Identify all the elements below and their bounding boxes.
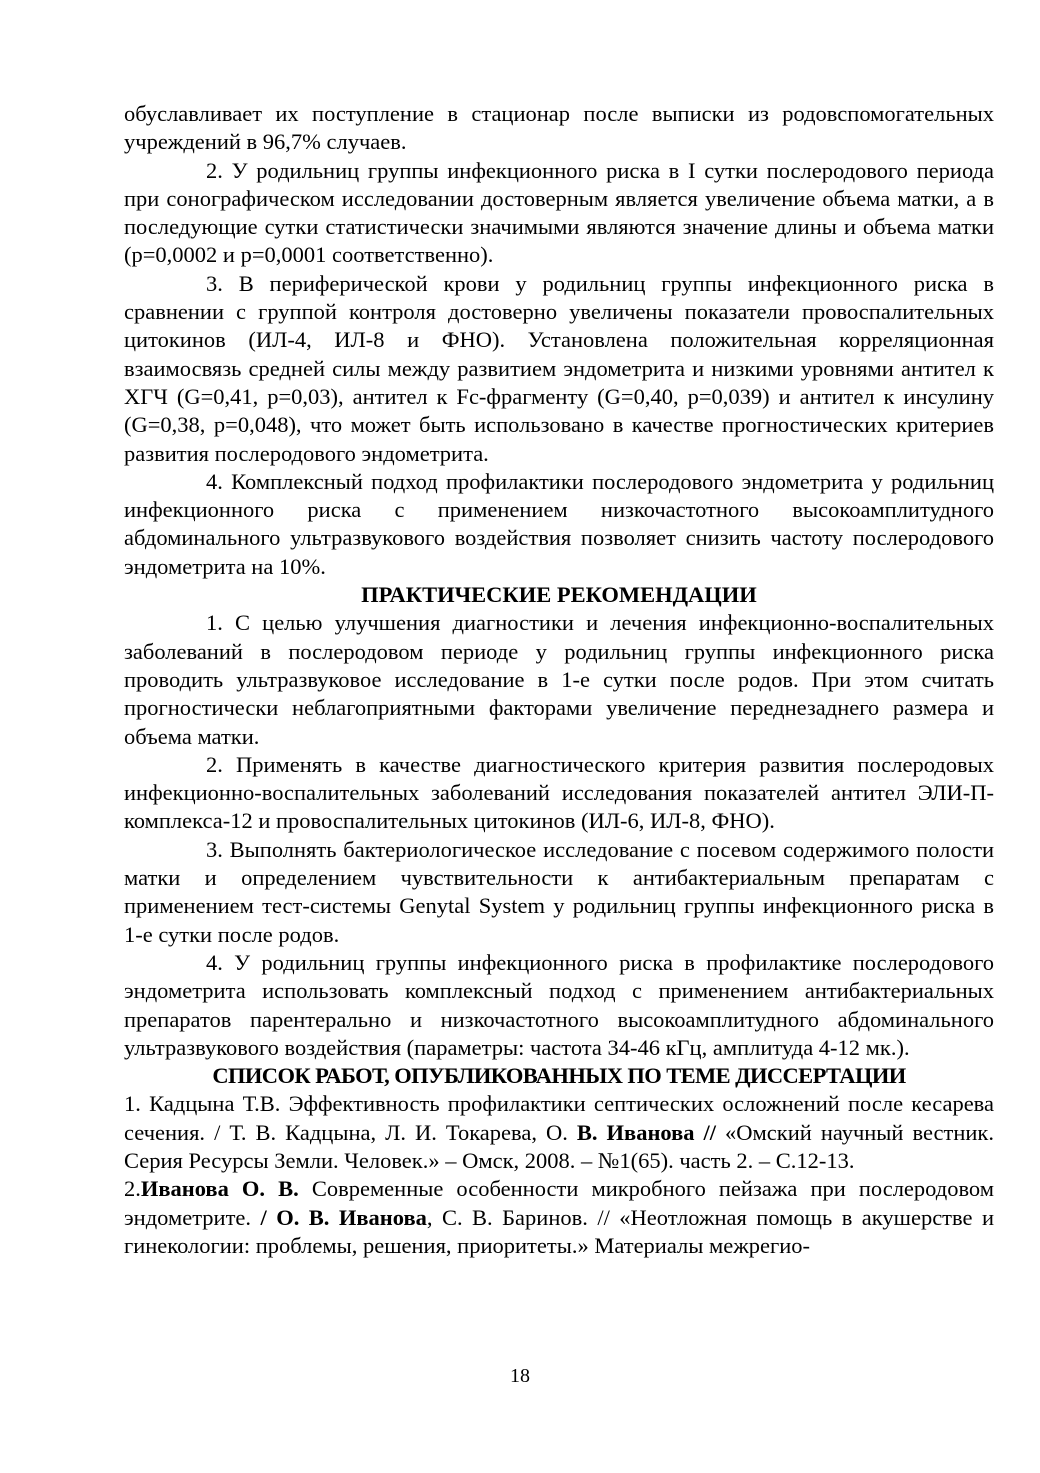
section-heading-publications: СПИСОК РАБОТ, ОПУБЛИКОВАННЫХ ПО ТЕМЕ ДИССЕРТАЦИИ (212, 1063, 906, 1089)
recommendation-1: 1. С целью улучшения диагностики и лечения инфекционно-воспалительных заболеваний в послеродовом периоде у родильниц группы инфекционного риска проводить ультразвуковое исследование в 1-е сутки после родов. При этом считать прогностически неблагоприятными факторами увеличение переднезаднего размера и объема матки. (124, 610, 994, 749)
recommendation-4: 4. У родильниц группы инфекционного риска в профилактике послеродового эндометрита использовать комплексный подход с применением антибактериальных препаратов парентерально и низкочастотного высокоамплитудного абдоминального ультразвукового воздействия (параметры: частота 34-46 кГц, амплитуда 4-12 мк.). (124, 949, 994, 1060)
publication-2-number: 2. (124, 1176, 141, 1202)
publication-2-source: , С. В. Баринов. // «Неотложная помощь в акушерстве и гинекологии: проблемы, решения, приоритеты.» Материалы межрегио- (124, 1204, 994, 1258)
conclusion-paragraph-continued: обуславливает их поступление в стационар после выписки из родовспомогательных учреждений в 96,7% случаев. (124, 101, 994, 155)
publication-2-author-bold: Иванова О. В. (140, 1176, 299, 1202)
publication-2-title: Современные особенности микробного пейзажа при послеродовом эндометрите. (124, 1176, 994, 1230)
publication-2 (124, 1175, 994, 1260)
publication-2-coauthor-bold: / О. В. Иванова (260, 1204, 427, 1230)
publication-1-text: 1. Кадцына Т.В. Эффективность профилактики септических осложнений после кесарева сечения. / Т. В. Кадцына, Л. И. Токарева, О. (124, 1091, 994, 1145)
recommendation-2: 2. Применять в качестве диагностического критерия развития послеродовых инфекционно-воспалительных заболеваний исследования показателей антител ЭЛИ-П-комплекса-12 и провоспалительных цитокинов (ИЛ-6, ИЛ-8, ФНО). (124, 751, 994, 834)
recommendation-3: 3. Выполнять бактериологическое исследование с посевом содержимого полости матки и определением чувствительности к антибактериальным препаратам с применением тест-системы Genytal System у родильниц группы инфекционного риска в 1-е сутки после родов. (124, 836, 994, 947)
page-number: 18 (510, 1365, 530, 1387)
conclusion-paragraph-3: 3. В периферической крови у родильниц группы инфекционного риска в сравнении с группой контроля достоверно увеличены показатели провоспалительных цитокинов (ИЛ-4, ИЛ-8 и ФНО). Установлена положительная корреляционная взаимосвязь средней силы между развитием эндометрита и низкими уровнями антител к ХГЧ (G=0,41, p=0,03), антител к Fc-фрагменту (G=0,40, p=0,039) и антител к инсулину (G=0,38, p=0,048), что может быть использовано в качестве прогностических критериев развития послеродового эндометрита. (124, 270, 994, 466)
conclusion-paragraph-2: 2. У родильниц группы инфекционного риска в I сутки послеродового периода при сонографическом исследовании достоверным является увеличение объема матки, а в последующие сутки статистически значимыми являются значение длины и объема матки (p=0,0002 и p=0,0001 соответственно). (124, 157, 994, 268)
publication-1 (124, 1090, 994, 1175)
section-heading-recommendations: ПРАКТИЧЕСКИЕ РЕКОМЕНДАЦИИ (361, 582, 757, 608)
conclusion-paragraph-4: 4. Комплексный подход профилактики послеродового эндометрита у родильниц инфекционного риска с применением низкочастотного высокоамплитудного абдоминального ультразвукового воздействия позволяет снизить частоту послеродового эндометрита на 10%. (124, 468, 994, 579)
publication-1-source: «Омский научный вестник. Серия Ресурсы Земли. Человек.» – Омск, 2008. – №1(65). часть 2. – С.12-13. (124, 1119, 994, 1173)
publication-1-author-bold: В. Иванова // (576, 1119, 717, 1145)
page-body (124, 100, 994, 1260)
